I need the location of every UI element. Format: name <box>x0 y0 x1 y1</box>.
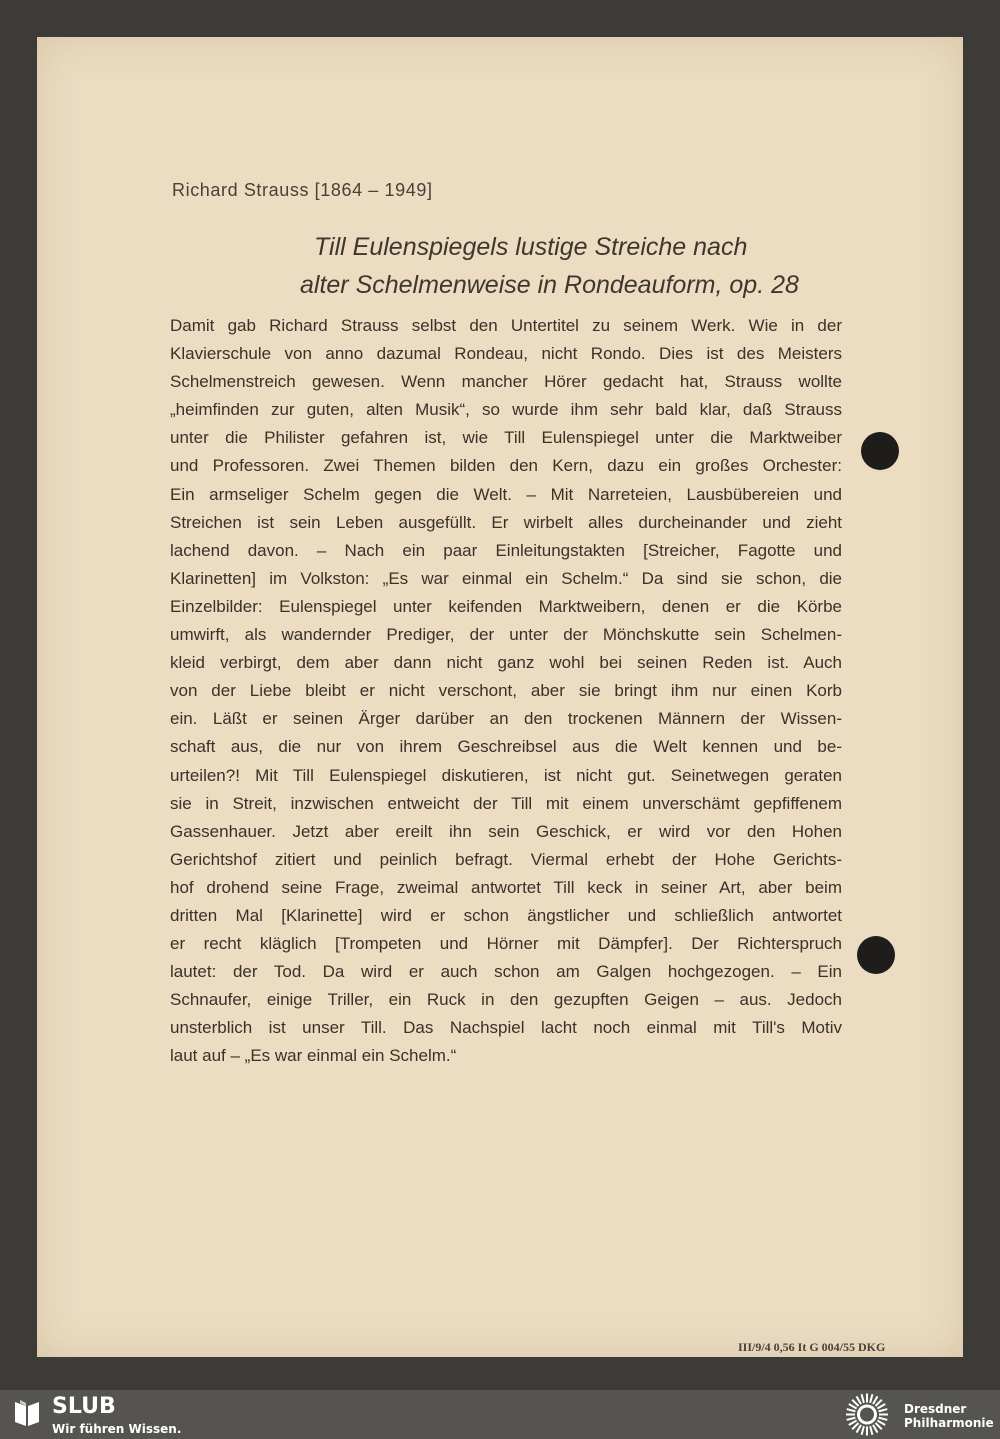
partner-name-line: Dresdner <box>904 1402 967 1416</box>
text-line: Streichen ist sein Leben ausgefüllt. Er wirbelt alles durcheinander und zieht <box>170 512 842 532</box>
composer-line: Richard Strauss [1864 – 1949] <box>172 180 433 200</box>
text-line: Gerichtshof zitiert und peinlich befragt. Viermal erhebt der Hohe Gerichts- <box>170 849 842 869</box>
text-line: Schnaufer, einige Triller, ein Ruck in den gezupften Geigen – aus. Jedoch <box>170 990 842 1010</box>
text-line: lautet: der Tod. Da wird er auch schon am Galgen hochgezogen. – Ein <box>170 962 842 982</box>
slub-book-icon <box>12 1398 42 1428</box>
text-line: ein. Läßt er seinen Ärger darüber an den trockenen Männern der Wissen- <box>170 709 842 729</box>
partner-name-line: Philharmonie <box>904 1416 994 1430</box>
punch-hole <box>857 936 895 974</box>
text-line: unsterblich ist unser Till. Das Nachspiel lacht noch einmal mit Till's Motiv <box>170 1018 842 1038</box>
text-line: er recht kläglich [Trompeten und Hörner mit Dämpfer]. Der Richterspruch <box>170 934 842 954</box>
work-title <box>300 228 845 304</box>
text-line: Schelmenstreich gewesen. Wenn mancher Hörer gedacht hat, Strauss wollte <box>170 372 842 392</box>
title-line: Till Eulenspiegels lustige Streiche nach <box>314 233 748 261</box>
text-line: Gassenhauer. Jetzt aber ereilt ihn sein Geschick, er wird vor den Hohen <box>170 821 842 841</box>
viewer-footer <box>0 1390 1000 1439</box>
partner-name[interactable] <box>904 1402 994 1430</box>
text-line: unter die Philister gefahren ist, wie Till Eulenspiegel unter die Marktweiber <box>170 428 842 448</box>
text-line: hof drohend seine Frage, zweimal antwortet Till keck in seiner Art, aber beim <box>170 877 842 897</box>
library-tagline: Wir führen Wissen. <box>52 1422 182 1436</box>
text-line: kleid verbirgt, dem aber dann nicht ganz wohl bei seinen Reden ist. Auch <box>170 653 842 673</box>
program-note-text <box>170 312 842 1071</box>
text-line: von der Liebe bleibt er nicht verschont, aber sie bringt ihm nur einen Korb <box>170 681 842 701</box>
text-line: Klarinetten] im Volkston: „Es war einmal ein Schelm.“ Da sind sie schon, die <box>170 568 842 588</box>
text-line: und Professoren. Zwei Themen bilden den Kern, dazu ein großes Orchester: <box>170 456 842 476</box>
text-line: umwirft, als wandernder Prediger, der unter der Mönchskutte sein Schelmen- <box>170 625 842 645</box>
text-line: Einzelbilder: Eulenspiegel unter keifenden Marktweibern, denen er die Körbe <box>170 596 842 616</box>
text-line: urteilen?! Mit Till Eulenspiegel diskutieren, ist nicht gut. Seinetwegen geraten <box>170 765 842 785</box>
text-line: sie in Streit, inzwischen entweicht der Till mit einem unverschämt gepfiffenem <box>170 793 842 813</box>
punch-hole <box>861 432 899 470</box>
text-line: laut auf – „Es war einmal ein Schelm.“ <box>170 1046 457 1066</box>
title-line: alter Schelmenweise in Rondeauform, op. 28 <box>300 271 799 299</box>
text-line: dritten Mal [Klarinette] wird er schon ängstlicher und schließlich antwortet <box>170 905 842 925</box>
text-line: Damit gab Richard Strauss selbst den Untertitel zu seinem Werk. Wie in der <box>170 316 842 335</box>
print-code: III/9/4 0,56 It G 004/55 DKG <box>738 1340 886 1354</box>
philharmonie-logo-icon <box>843 1392 891 1437</box>
text-line: Klavierschule von anno dazumal Rondeau, nicht Rondo. Dies ist des Meisters <box>170 344 842 364</box>
text-line: lachend davon. – Nach ein paar Einleitungstakten [Streicher, Fagotte und <box>170 540 842 560</box>
library-name[interactable]: SLUB <box>52 1394 116 1419</box>
text-line: „heimfinden zur guten, alten Musik“, so wurde ihm sehr bald klar, daß Strauss <box>170 400 842 420</box>
text-line: Ein armseliger Schelm gegen die Welt. – Mit Narreteien, Lausbübereien und <box>170 484 842 504</box>
text-line: schaft aus, die nur von ihrem Geschreibsel aus die Welt kennen und be- <box>170 737 842 757</box>
